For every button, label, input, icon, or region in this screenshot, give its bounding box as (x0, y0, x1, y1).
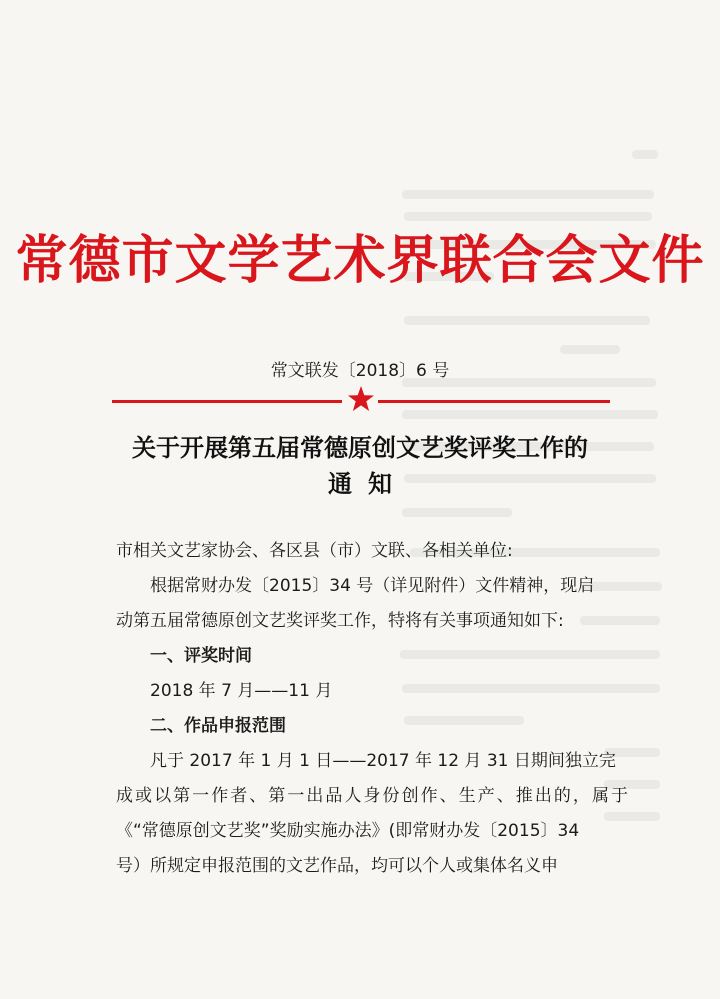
intro-paragraph-line2: 动第五届常德原创文艺奖评奖工作，特将有关事项通知如下: (116, 611, 564, 631)
section2-paragraph-line1: 凡于 2017 年 1 月 1 日——2017 年 12 月 31 日期间独立完 (150, 751, 616, 771)
section1-heading: 一、评奖时间 (150, 646, 252, 666)
section1-text: 2018 年 7 月——11 月 (150, 681, 333, 701)
document-number: 常文联发〔2018〕6 号 (270, 361, 450, 381)
intro-paragraph-line1: 根据常财办发〔2015〕34 号（详见附件）文件精神，现启 (150, 576, 595, 596)
red-divider-right (378, 400, 610, 403)
section2-paragraph-line3: 《“常德原创文艺奖”奖励实施办法》(即常财办发〔2015〕34 (116, 821, 580, 841)
red-divider-left (112, 400, 342, 403)
section2-heading: 二、作品申报范围 (150, 716, 286, 736)
org-document-title: 常德市文学艺术界联合会文件 (15, 230, 705, 291)
notice-title-line1: 关于开展第五届常德原创文艺奖评奖工作的 (132, 434, 588, 462)
section2-paragraph-line2: 成或以第一作者、第一出品人身份创作、生产、推出的，属于 (116, 786, 628, 806)
notice-title-line2: 通知 (328, 470, 408, 498)
recipients-line: 市相关文艺家协会、各区县（市）文联、各相关单位: (116, 541, 513, 561)
section2-paragraph-line4: 号）所规定申报范围的文艺作品，均可以个人或集体名义申 (116, 856, 558, 876)
red-star-icon (347, 385, 375, 413)
notice-body (116, 534, 628, 884)
notice-title (0, 430, 720, 502)
